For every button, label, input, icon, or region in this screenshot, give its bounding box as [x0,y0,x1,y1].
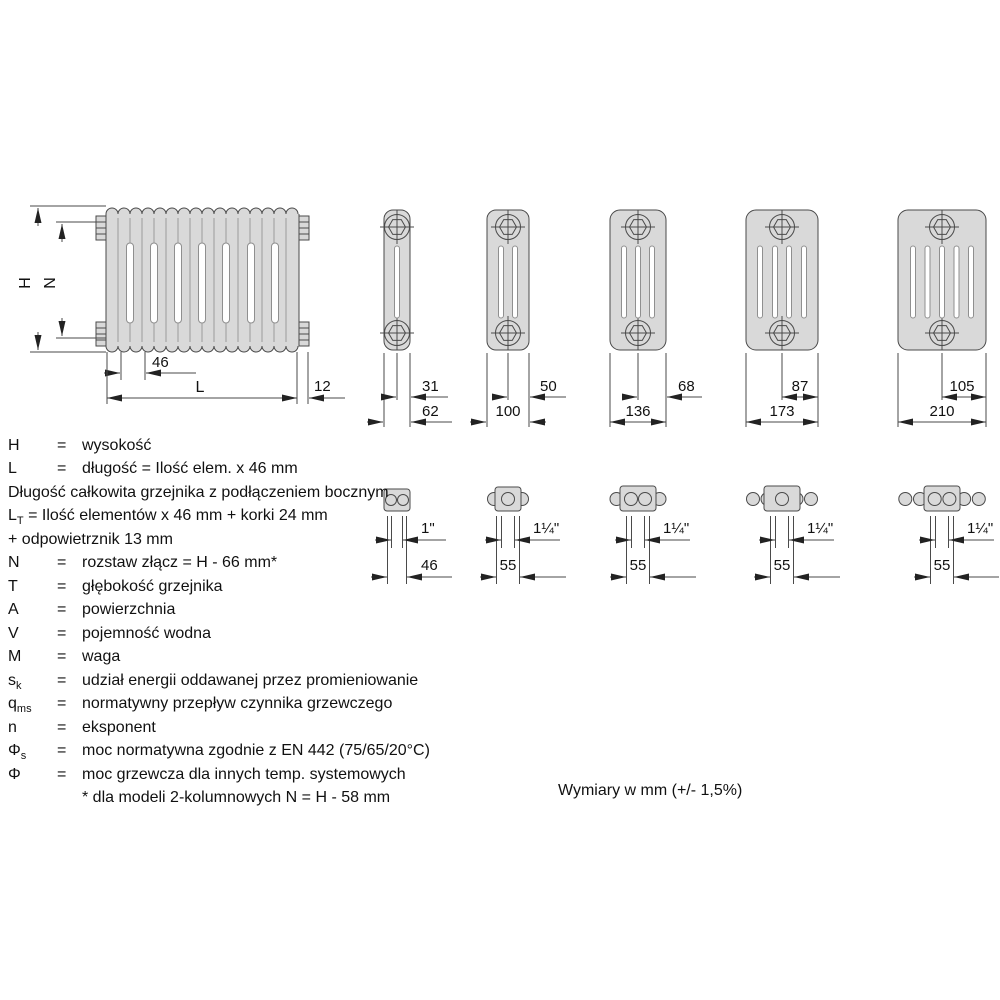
top-view-5-column [747,486,841,584]
section-5-column [746,210,818,427]
end-offset-label: 12 [314,378,331,395]
legend-row-LT: $L_T$ = Ilość elementów x 46 mm + korki 24 mm [8,507,328,528]
element-pitch-label: 55 [773,557,791,574]
length-dimensions [104,352,345,404]
connection-size-label: 1¼" [807,520,834,537]
depth-label: 173 [769,403,795,420]
front-view-drawing [17,206,345,404]
half-depth-label: 105 [949,378,975,395]
height-label: H [17,277,34,289]
legend-row-total-length-note: Długość całkowita grzejnika z podłączeniem bocznym [8,484,389,501]
legend-row-footnote: * dla modeli 2-kolumnowych N = H - 58 mm [82,789,391,806]
section-4-column [610,210,702,427]
length-label: L [195,379,205,396]
top-view-4-column [610,486,696,584]
top-view-3-column [480,487,566,584]
half-depth-label: 31 [422,378,439,395]
connection-size-label: 1¼" [663,520,690,537]
height-dimensions [17,206,106,352]
connection-size-label: 1¼" [533,520,560,537]
section-2-column [367,210,452,427]
connection-size-label: 1¼" [967,520,994,537]
depth-label: 100 [495,403,521,420]
depth-label: 136 [625,403,651,420]
element-pitch-label: 55 [499,557,517,574]
top-view-6-column [899,486,999,584]
element-pitch-label: 55 [629,557,647,574]
radiator-dimension-diagram: H N 46 L 12 31 62 50 100 68 136 87 173 105 210 1" 46 1¼" 55 1¼" 55 1¼" 55 1¼" 55 H = wysokość L = długość = Ilość elem. x 46 mm Długość całkowita grzejnika z podłączeniem bocznym $L_T$ = Ilość elementów x 46 mm + korki 24 mm + odpowietrznik 13 mm N = rozstaw złącz = H - 66 mm* T = głębokość grzejnika A = powierzchnia V = pojemność wodna M = waga $s_k$ = udział energii oddawanej przez promieniowanie $q_{ms}$ = normatywny przepływ czynnika grzewczego n = eksponent $\Phi_s$ = moc normatywna zgodnie z EN 442 (75/65/20°C) Φ = moc grzewcza dla innych temp. systemowych * dla modeli 2-kolumnowych N = H - 58 mm Wymiary w mm (+/- 1,5%) [0,0,1000,1000]
pitch-label: N [42,277,59,289]
depth-label: 62 [422,403,439,420]
legend-row-air-vent: + odpowietrznik 13 mm [8,531,173,548]
element-pitch-label: 55 [933,557,951,574]
half-depth-label: 87 [791,378,809,395]
depth-label: 210 [929,403,955,420]
dimensions-tolerance-note: Wymiary w mm (+/- 1,5%) [558,782,743,799]
element-width-label: 46 [152,354,169,371]
section-3-column [470,210,566,427]
connection-size-label: 1" [421,520,435,537]
section-6-column [898,210,986,427]
half-depth-label: 50 [540,378,557,395]
half-depth-label: 68 [678,378,695,395]
element-pitch-label: 46 [421,557,438,574]
